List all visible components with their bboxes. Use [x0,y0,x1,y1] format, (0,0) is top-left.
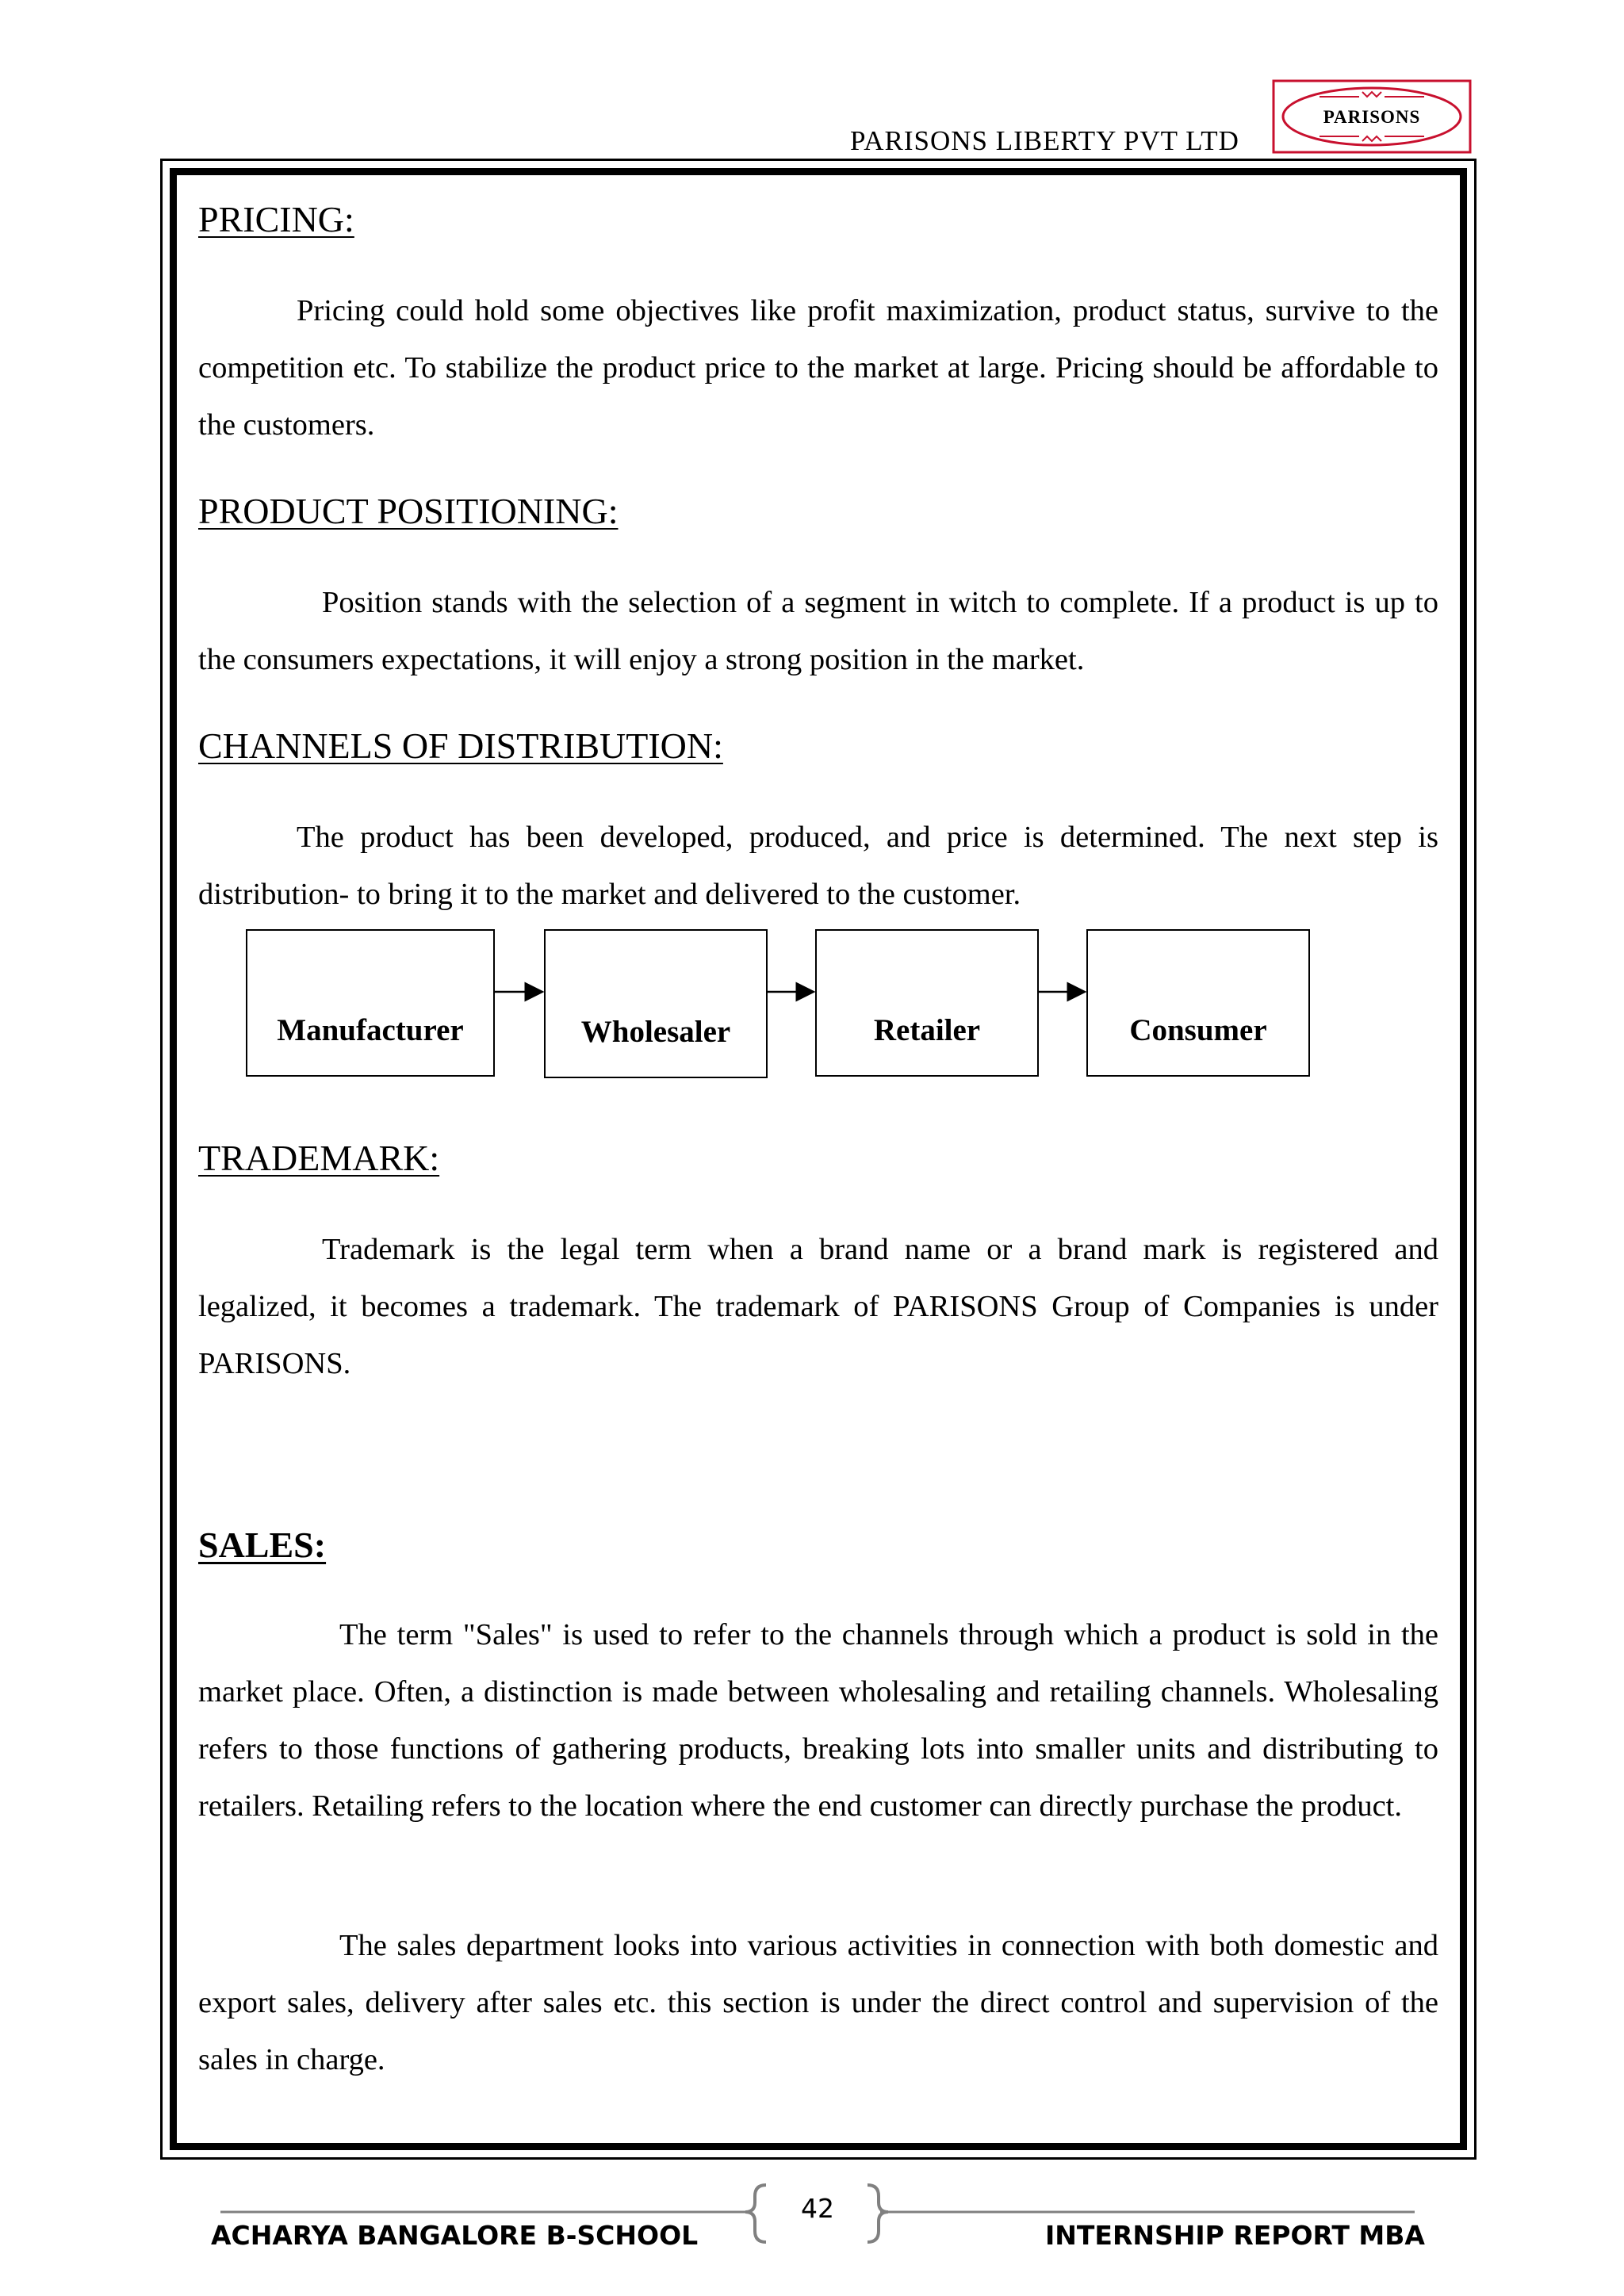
sales-heading: SALES: [198,1525,327,1565]
header-company-name: PARISONS LIBERTY PVT LTD [850,125,1239,156]
distribution-heading: CHANNELS OF DISTRIBUTION: [198,725,723,766]
flow-box-retailer: Retailer [815,929,1039,1077]
flow-box-consumer: Consumer [1086,929,1310,1077]
pricing-heading: PRICING: [198,199,354,239]
positioning-paragraph: Position stands with the selection of a segment in witch to complete. If a product is up to the consumers expectations, it will enjoy a strong position in the market. [198,586,1438,676]
flow-box-manufacturer: Manufacturer [246,929,495,1077]
footer-school-name: ACHARYA BANGALORE B-SCHOOL [211,2220,699,2251]
positioning-heading: PRODUCT POSITIONING: [198,491,619,531]
trademark-paragraph: Trademark is the legal term when a brand name or a brand mark is registered and legalized, it becomes a trademark. The trademark of PARISONS Group of Companies is under PARISONS. [198,1233,1438,1380]
sales-paragraph-1: The term "Sales" is used to refer to the channels through which a product is sold in the market place. Often, a distinction is made between wholesaling and retailing channels. Wholesaling refers to those functions of gathering products, breaking lots into smaller units and distributing to retailers. Retailing refers to the location where the end customer can directly purchase the product. [198,1618,1438,1823]
page-number: 42 [801,2193,834,2224]
footer-report-title: INTERNSHIP REPORT MBA [1045,2220,1425,2251]
svg-text:PARISONS: PARISONS [1323,107,1421,127]
flow-box-wholesaler: Wholesaler [544,929,768,1078]
trademark-heading: TRADEMARK: [198,1138,440,1178]
distribution-paragraph: The product has been developed, produced, and price is determined. The next step is distribution- to bring it to the market and delivered to the customer. [198,821,1438,911]
parisons-logo [1272,79,1472,154]
sales-paragraph-2: The sales department looks into various activities in connection with both domestic and export sales, delivery after sales etc. this section is under the direct control and supervision of the sales in charge. [198,1929,1438,2076]
pricing-paragraph: Pricing could hold some objectives like profit maximization, product status, survive to the competition etc. To stabilize the product price to the market at large. Pricing should be affordable to the customers. [198,294,1438,442]
